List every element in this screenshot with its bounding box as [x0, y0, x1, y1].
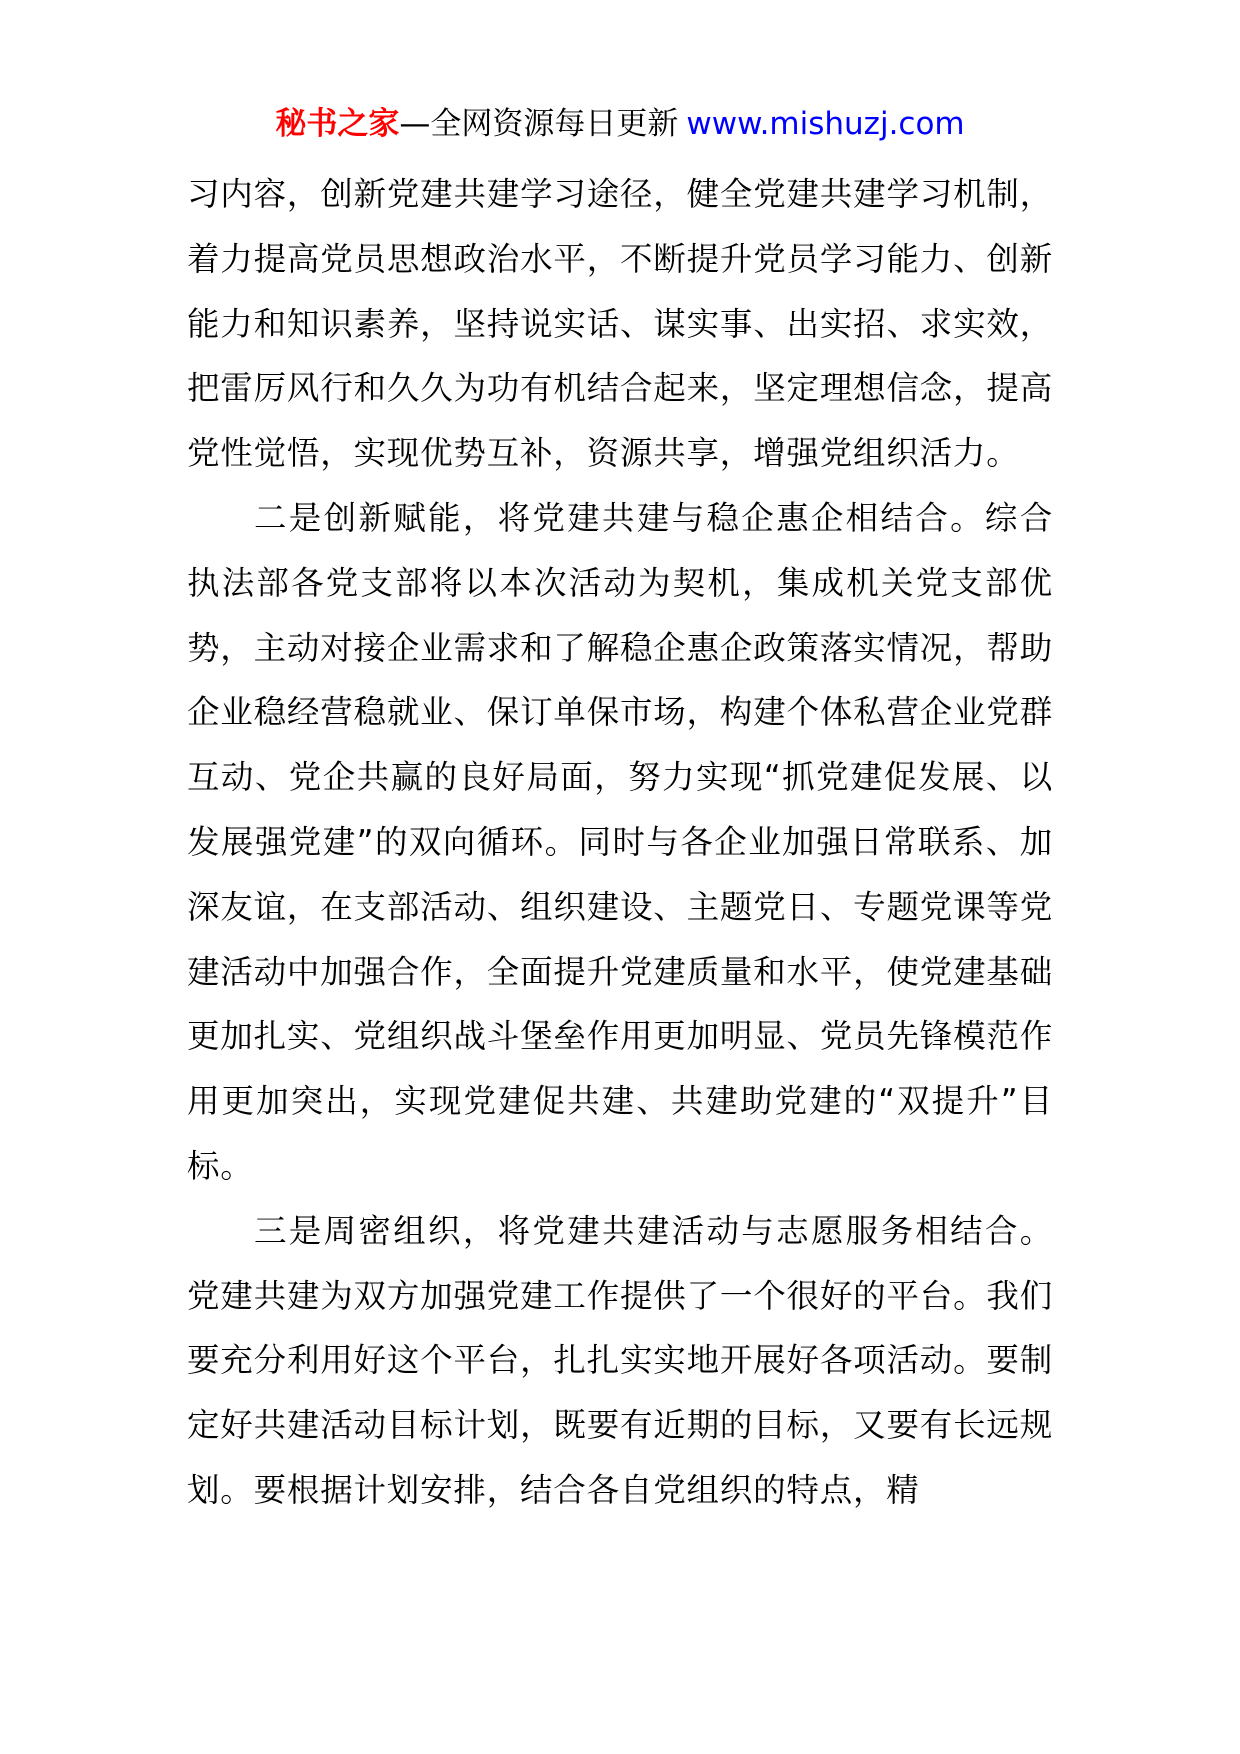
header-tagline: —全网资源每日更新: [399, 106, 679, 142]
paragraph-continuation: 习内容，创新党建共建学习途径，健全党建共建学习机制，着力提高党员思想政治水平，不断提升党员学习能力、创新能力和知识素养，坚持说实话、谋实事、出实招、求实效，把雷厉风行和久久为功有机结合起来，坚定理想信念，提高党性觉悟，实现优势互补，资源共享，增强党组织活力。: [187, 175, 1053, 473]
header-brand: 秘书之家: [275, 106, 400, 142]
paragraph-point-three: 三是周密组织，将党建共建活动与志愿服务相结合。党建共建为双方加强党建工作提供了一个很好的平台。我们要充分利用好这个平台，扎扎实实地开展好各项活动。要制定好共建活动目标计划，既要有近期的目标，又要有长远规划。要根据计划安排，结合各自党组织的特点，精: [187, 1211, 1053, 1509]
header-site-url[interactable]: www.mishuzj.com: [686, 106, 965, 142]
document-body: [187, 162, 1053, 1523]
paragraph-point-two: 二是创新赋能，将党建共建与稳企惠企相结合。综合执法部各党支部将以本次活动为契机，集成机关党支部优势，主动对接企业需求和了解稳企惠企政策落实情况，帮助企业稳经营稳就业、保订单保市场，构建个体私营企业党群互动、党企共赢的良好局面，努力实现“抓党建促发展、以发展强党建”的双向循环。同时与各企业加强日常联系、加深友谊，在支部活动、组织建设、主题党日、专题党课等党建活动中加强合作，全面提升党建质量和水平，使党建基础更加扎实、党组织战斗堡垒作用更加明显、党员先锋模范作用更加突出，实现党建促共建、共建助党建的“双提升”目标。: [187, 498, 1053, 1185]
page-header: [0, 104, 1240, 144]
